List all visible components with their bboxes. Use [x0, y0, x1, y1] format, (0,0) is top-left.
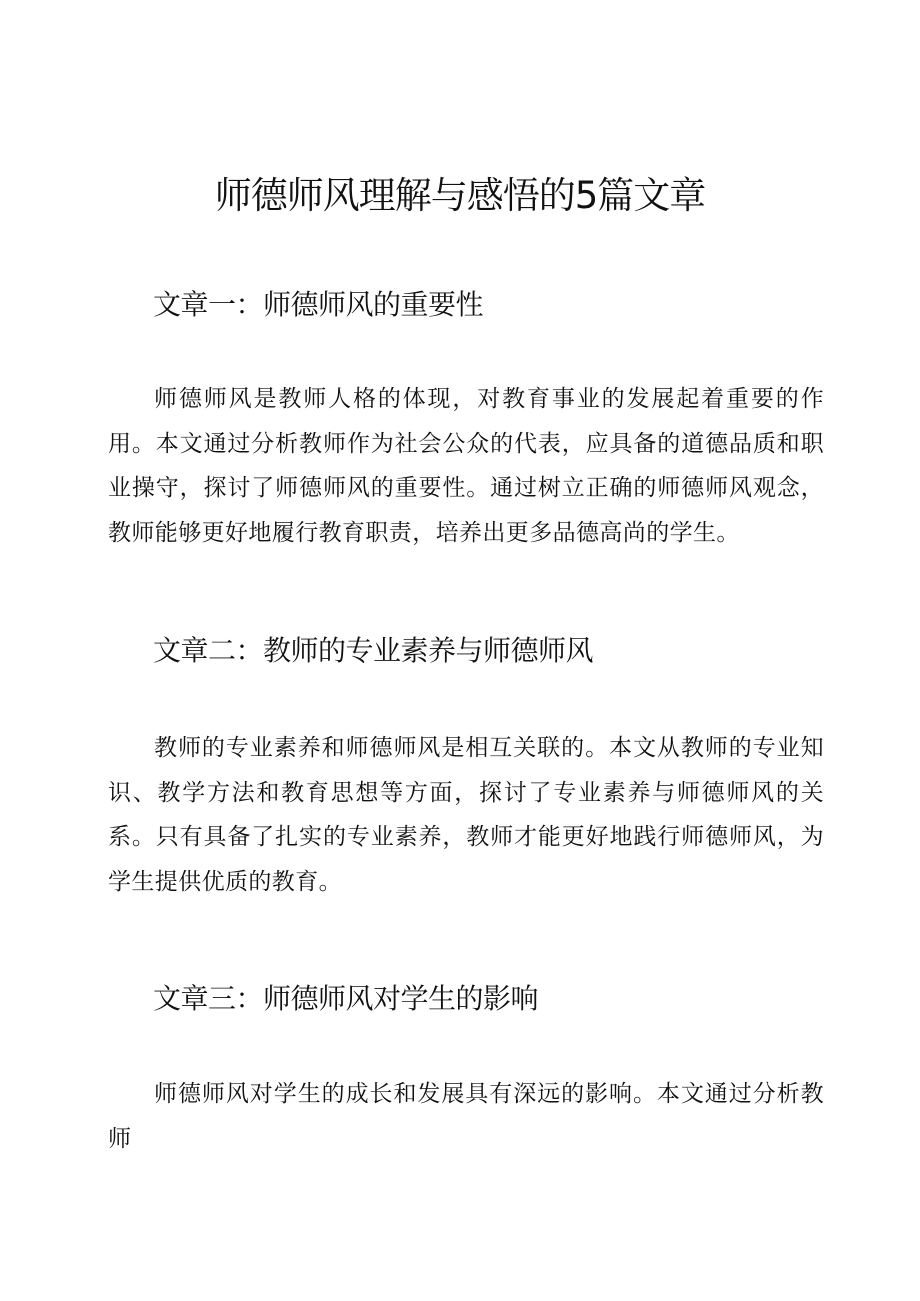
section-body-3: 师德师风对学生的成长和发展具有深远的影响。本文通过分析教师: [108, 1081, 824, 1152]
document-title: 师德师风理解与感悟的5篇文章: [214, 174, 706, 217]
section-body-1: 师德师风是教师人格的体现，对教育事业的发展起着重要的作用。本文通过分析教师作为社会公众的代表，应具备的道德品质和职业操守，探讨了师德师风的重要性。通过树立正确的师德师风观念，教师能够更好地履行教育职责，培养出更多品德高尚的学生。: [108, 386, 824, 546]
section-heading-3: 文章三：师德师风对学生的影响: [153, 982, 539, 1015]
section-heading-2: 文章二：教师的专业素养与师德师风: [153, 634, 594, 667]
section-body-2: 教师的专业素养和师德师风是相互关联的。本文从教师的专业知识、教学方法和教育思想等方面，探讨了专业素养与师德师风的关系。只有具备了扎实的专业素养，教师才能更好地践行师德师风，为学生提供优质的教育。: [108, 735, 824, 895]
section-heading-1: 文章一：师德师风的重要性: [153, 288, 484, 321]
